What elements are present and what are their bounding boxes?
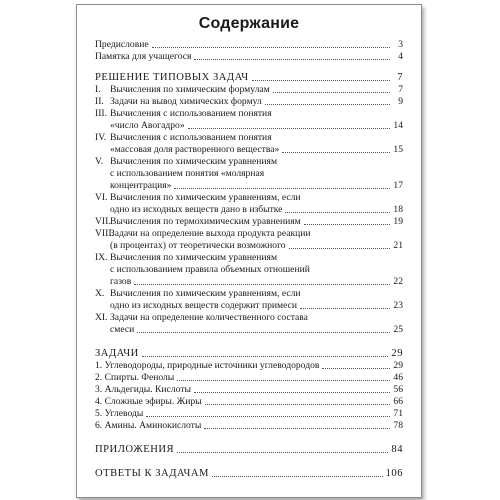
- toc-entry-line: [95, 360, 403, 372]
- section-entries: [95, 84, 403, 336]
- toc-entry-student-memo: [95, 51, 403, 63]
- toc-page-number: 17: [393, 180, 403, 191]
- page-title: Содержание: [198, 15, 300, 32]
- toc-entry-line: [95, 96, 403, 108]
- toc-page-number: 66: [393, 396, 403, 407]
- toc-entry-line: [95, 312, 403, 324]
- toc-entry-text: (в процентах) от теоретически возможного: [110, 240, 286, 251]
- toc-entry-text: концентрация»: [110, 180, 172, 191]
- toc-page-number: 78: [393, 420, 403, 431]
- toc-entry-line: [95, 120, 403, 132]
- toc-section-heading: [95, 348, 403, 360]
- dot-leader: [134, 283, 390, 285]
- section-title: ОТВЕТЫ К ЗАДАЧАМ: [95, 468, 209, 479]
- toc-page-number: 7: [397, 72, 403, 83]
- toc-answers-heading: [95, 468, 403, 480]
- dot-leader: [174, 187, 390, 189]
- toc-entry-number: X.: [95, 288, 105, 299]
- dot-leader: [146, 415, 390, 417]
- toc-entry-number: III.: [95, 108, 107, 119]
- dot-leader: [152, 46, 390, 48]
- toc-entry-text: Памятка для учащегося: [95, 51, 192, 62]
- toc-entry-text: 2. Спирты. Фенолы: [95, 372, 175, 383]
- toc-entry-number: XI.: [95, 312, 108, 323]
- dot-leader: [322, 367, 390, 369]
- toc-entry-line: [95, 252, 403, 264]
- toc-entry-line: [95, 192, 403, 204]
- toc-entry-number: VIII.: [95, 228, 114, 239]
- toc-page-number: 106: [385, 468, 403, 479]
- toc-page-number: 56: [393, 384, 403, 395]
- dot-leader: [282, 151, 390, 153]
- toc-page-number: 25: [393, 324, 403, 335]
- toc-entry-line: [95, 396, 403, 408]
- toc-entry-line: [95, 156, 403, 168]
- toc-entry-text: смеси: [110, 324, 135, 335]
- book-page: [76, 4, 422, 498]
- toc-entry-line: [95, 168, 403, 180]
- toc-entry-line: [95, 384, 403, 396]
- toc-entry-text: Вычисления с использованием понятия: [110, 108, 272, 119]
- toc-entry-text: Вычисления по химическим уравнениям, если: [110, 288, 301, 299]
- toc-page-number: 18: [393, 204, 403, 215]
- dot-leader: [300, 307, 390, 309]
- dot-leader: [273, 91, 390, 93]
- toc-entry-line: [95, 84, 403, 96]
- toc-entry-line: [95, 300, 403, 312]
- dot-leader: [194, 58, 390, 60]
- toc-entry-text: 6. Амины. Аминокислоты: [95, 420, 202, 431]
- toc-page-number: 14: [393, 120, 403, 131]
- toc-page-number: 29: [393, 360, 403, 371]
- toc-entry-line: [95, 108, 403, 120]
- dot-leader: [194, 391, 390, 393]
- toc-entry-preface: [95, 39, 403, 51]
- toc-entry-text: Вычисления по химическим уравнениям: [110, 156, 278, 167]
- toc-entry-line: [95, 240, 403, 252]
- toc-page-number: 23: [393, 300, 403, 311]
- toc-entry-text: Задачи на определение количественного состава: [110, 312, 308, 323]
- toc-entry-line: [95, 144, 403, 156]
- toc-entry-text: 3. Альдегиды. Кислоты: [95, 384, 191, 395]
- toc-page-number: 21: [393, 240, 403, 251]
- section-entries: [95, 360, 403, 432]
- dot-leader: [137, 331, 390, 333]
- toc-entry-number: IX.: [95, 252, 108, 263]
- toc-entry-line: [95, 228, 403, 240]
- toc-entry-text: одно из исходных веществ дано в избытке: [110, 204, 283, 215]
- toc-entry-text: 1. Углеводороды, природные источники углеводородов: [95, 360, 320, 371]
- toc-page-number: 9: [398, 96, 403, 107]
- toc-entry-text: Задачи на вывод химических формул: [110, 96, 262, 107]
- toc-entry-line: [95, 216, 403, 228]
- toc-page-number: 29: [391, 348, 403, 359]
- toc-entry-number: VI.: [95, 192, 108, 203]
- toc-entry-text: Задачи на определение выхода продукта реакции: [110, 228, 311, 239]
- toc-entry-text: Вычисления по химическим уравнениям, если: [110, 192, 301, 203]
- toc-entry-line: [95, 180, 403, 192]
- dot-leader: [265, 103, 390, 105]
- dot-leader: [204, 427, 390, 429]
- toc-page-number: 22: [393, 276, 403, 287]
- dot-leader: [177, 451, 388, 453]
- toc-entry-text: Вычисления с использованием понятия: [110, 132, 272, 143]
- toc-entry-number: V.: [95, 156, 104, 167]
- toc-entry-text: «массовая доля растворенного вещества»: [110, 144, 280, 155]
- toc-entry-text: Вычисления по химическим уравнениям: [110, 252, 278, 263]
- toc-entry-text: Вычисления по химическим формулам: [110, 84, 270, 95]
- dot-leader: [177, 379, 390, 381]
- dot-leader: [289, 247, 390, 249]
- toc-appendix-heading: [95, 444, 403, 456]
- toc-page-number: 4: [398, 51, 403, 62]
- toc-entry-text: с использованием понятия «молярная: [110, 168, 265, 179]
- dot-leader: [205, 403, 390, 405]
- toc-page-number: 7: [398, 84, 403, 95]
- dot-leader: [188, 127, 390, 129]
- toc-page-number: 71: [393, 408, 403, 419]
- section-title: ЗАДАЧИ: [95, 348, 139, 359]
- toc-entry-text: «число Авогадро»: [110, 120, 185, 131]
- toc-entry-text: 4. Сложные эфиры. Жиры: [95, 396, 202, 407]
- dot-leader: [252, 79, 390, 81]
- table-of-contents: [95, 39, 403, 480]
- toc-entry-number: I.: [95, 84, 101, 95]
- toc-entry-text: одно из исходных веществ содержит примеси: [110, 300, 298, 311]
- toc-page-number: 3: [398, 39, 403, 50]
- section-title: РЕШЕНИЕ ТИПОВЫХ ЗАДАЧ: [95, 72, 249, 83]
- toc-page-number: 19: [393, 216, 403, 227]
- toc-entry-line: [95, 324, 403, 336]
- dot-leader: [142, 355, 389, 357]
- toc-entry-number: II.: [95, 96, 104, 107]
- toc-entry-number: IV.: [95, 132, 107, 143]
- toc-entry-line: [95, 204, 403, 216]
- dot-leader: [285, 211, 390, 213]
- toc-entry-line: [95, 288, 403, 300]
- toc-page-number: 15: [393, 144, 403, 155]
- toc-entry-text: 5. Углеводы: [95, 408, 144, 419]
- toc-entry-text: с использованием правила объемных отношений: [110, 264, 310, 275]
- toc-entry-text: газов: [110, 276, 132, 287]
- toc-entry-line: [95, 132, 403, 144]
- toc-entry-line: [95, 420, 403, 432]
- dot-leader: [212, 475, 383, 477]
- toc-section-heading: [95, 72, 403, 84]
- toc-page-number: 84: [391, 444, 403, 455]
- toc-entry-line: [95, 264, 403, 276]
- dot-leader: [304, 223, 390, 225]
- section-title: ПРИЛОЖЕНИЯ: [95, 444, 175, 455]
- toc-entry-text: Предисловие: [95, 39, 149, 50]
- toc-entry-line: [95, 276, 403, 288]
- toc-entry-line: [95, 408, 403, 420]
- toc-page-number: 46: [393, 372, 403, 383]
- toc-entry-number: VII.: [95, 216, 111, 227]
- toc-entry-text: Вычисления по термохимическим уравнениям: [110, 216, 301, 227]
- toc-entry-line: [95, 372, 403, 384]
